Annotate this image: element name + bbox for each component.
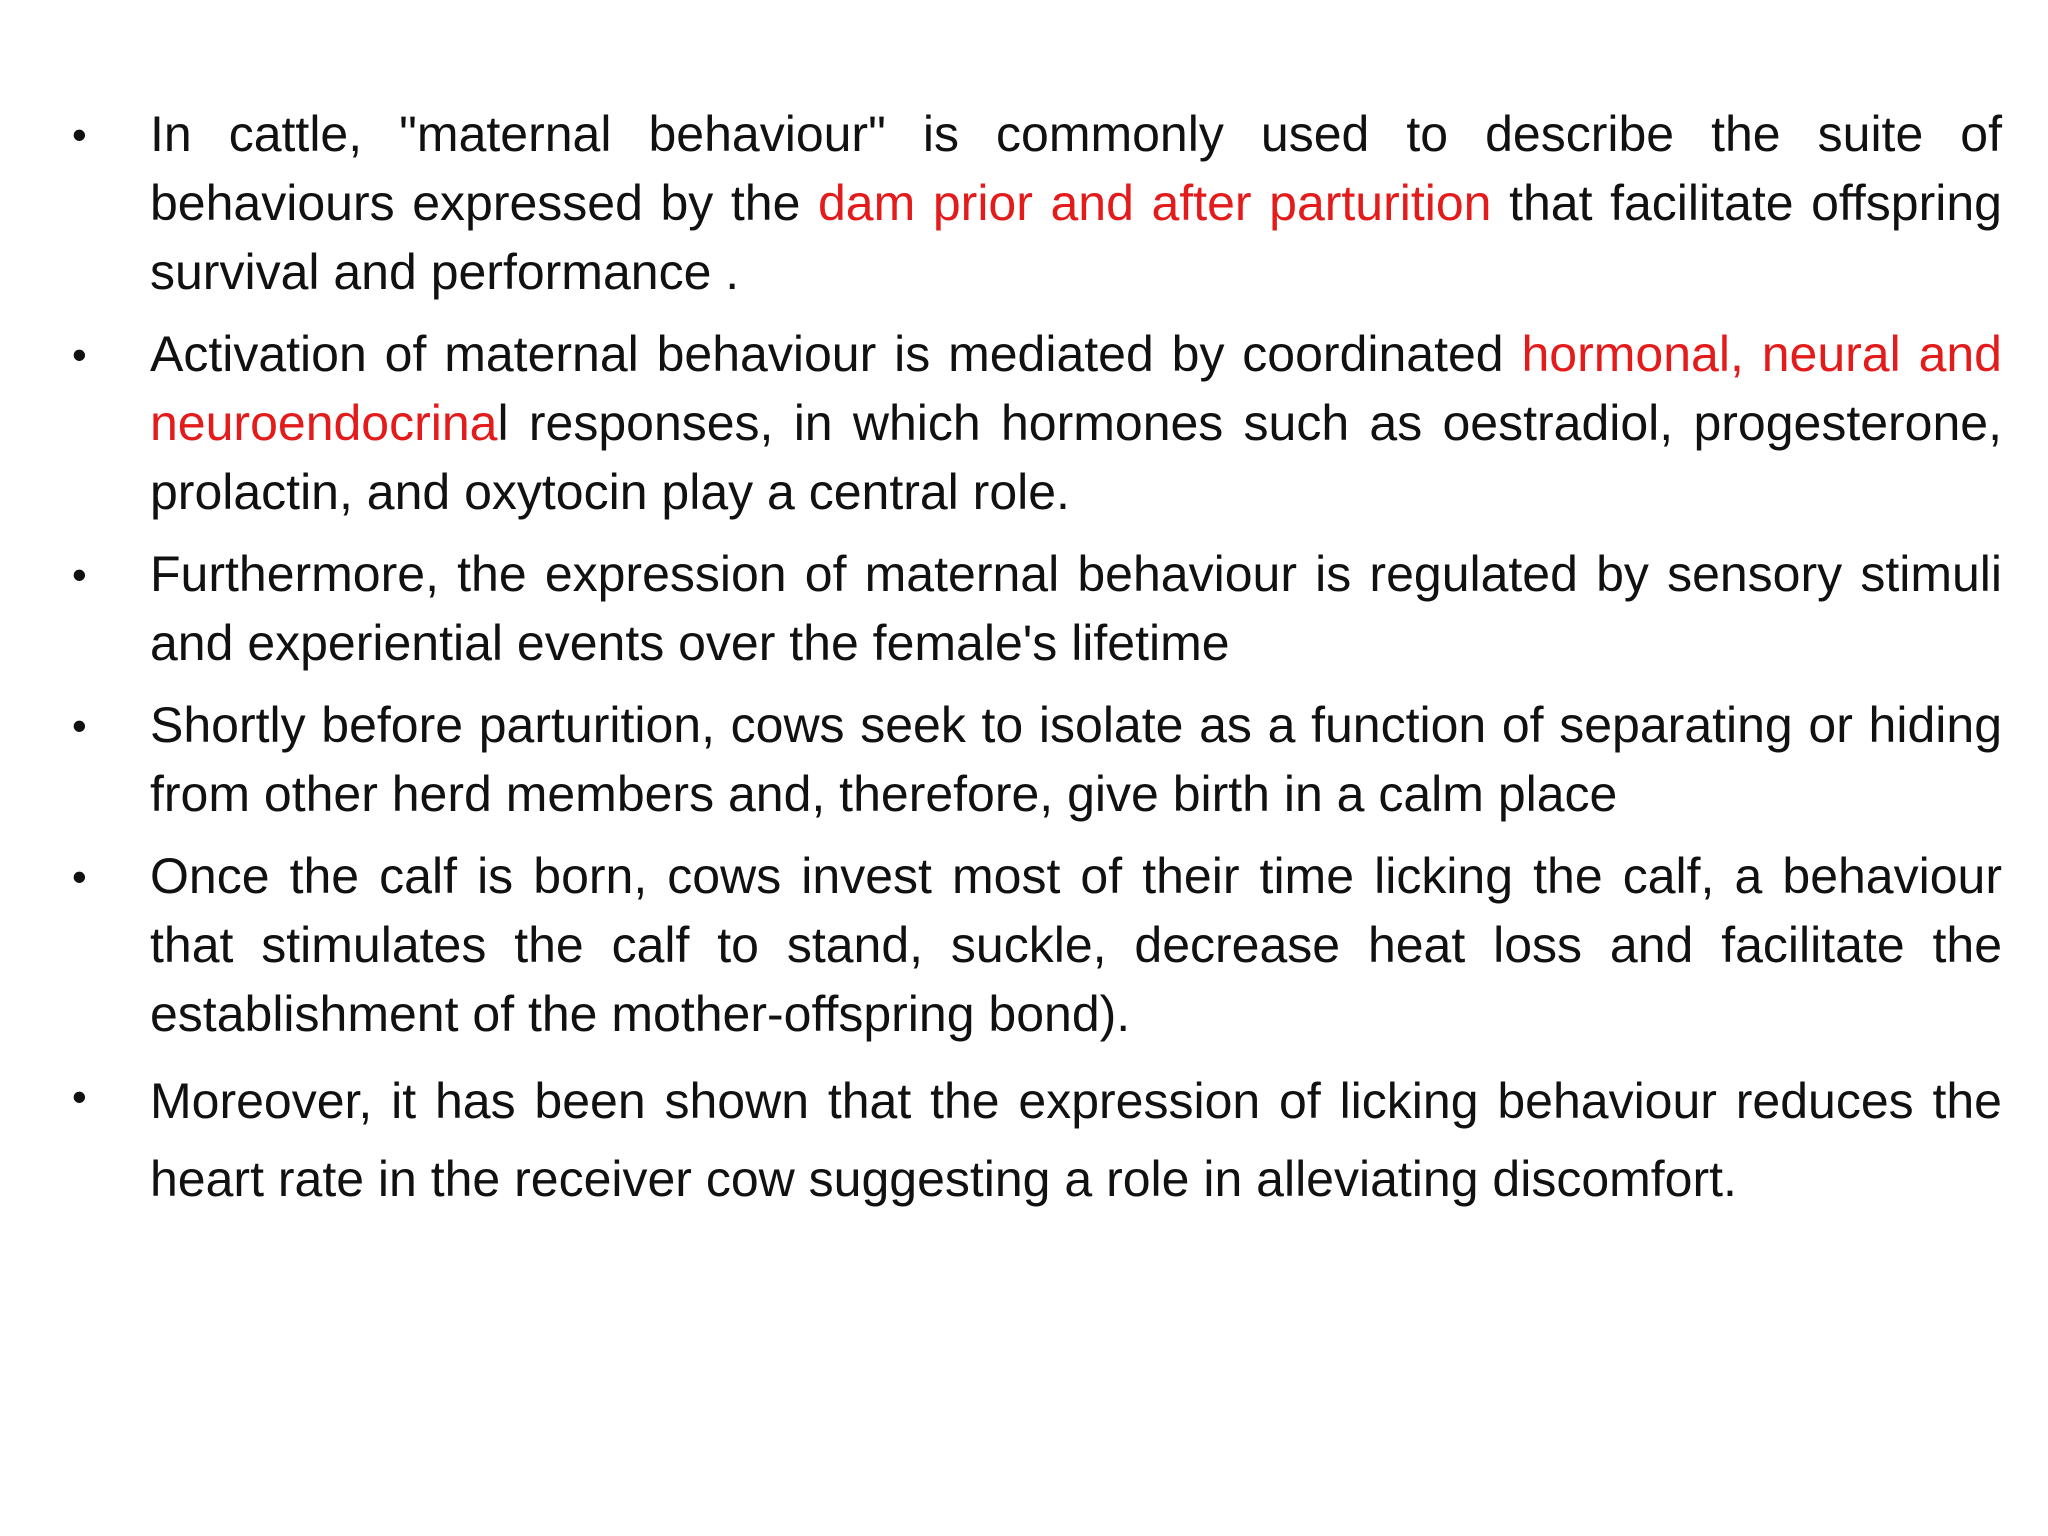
bullet-text: Shortly before parturition, cows seek to isolate as a function of separating or hiding from other herd members and, therefore, give birth in a calm place	[150, 697, 2002, 822]
bullet-item	[62, 691, 2002, 829]
bullet-text: Furthermore, the expression of maternal behaviour is regulated by sensory stimuli and experiential events over the female's lifetime	[150, 546, 2002, 671]
bullet-text: Activation of maternal behaviour is mediated by coordinated	[150, 326, 1522, 382]
bullet-item	[62, 1062, 2002, 1218]
bullet-dot-icon: •	[72, 702, 87, 749]
bullet-text: l responses, in which hormones such as oestradiol, progesterone, prolactin, and oxytocin play a central role.	[150, 395, 2002, 520]
bullet-dot-icon: •	[72, 331, 87, 378]
bullet-list	[62, 100, 2002, 1231]
bullet-dot-icon: •	[72, 1073, 87, 1120]
bullet-text: that facilitate offspring survival and performance .	[150, 175, 2002, 300]
bullet-item	[62, 100, 2002, 307]
bullet-text: In cattle, "maternal behaviour" is commonly used to describe the suite of behaviours expressed by the	[150, 106, 2002, 231]
bullet-dot-icon: •	[72, 111, 87, 158]
highlighted-text: hormonal, neural and neuroendocrina	[150, 326, 2002, 451]
bullet-dot-icon: •	[72, 551, 87, 598]
bullet-dot-icon: •	[72, 853, 87, 900]
bullet-item	[62, 540, 2002, 678]
highlighted-text: dam prior and after parturition	[818, 175, 1492, 231]
bullet-text: Once the calf is born, cows invest most of their time licking the calf, a behaviour that stimulates the calf to stand, suckle, decrease heat loss and facilitate the establishment of the mother-offspring bond).	[150, 848, 2002, 1042]
bullet-item	[62, 320, 2002, 527]
bullet-text: Moreover, it has been shown that the expression of licking behaviour reduces the heart rate in the receiver cow suggesting a role in alleviating discomfort.	[150, 1073, 2002, 1207]
bullet-item	[62, 842, 2002, 1049]
